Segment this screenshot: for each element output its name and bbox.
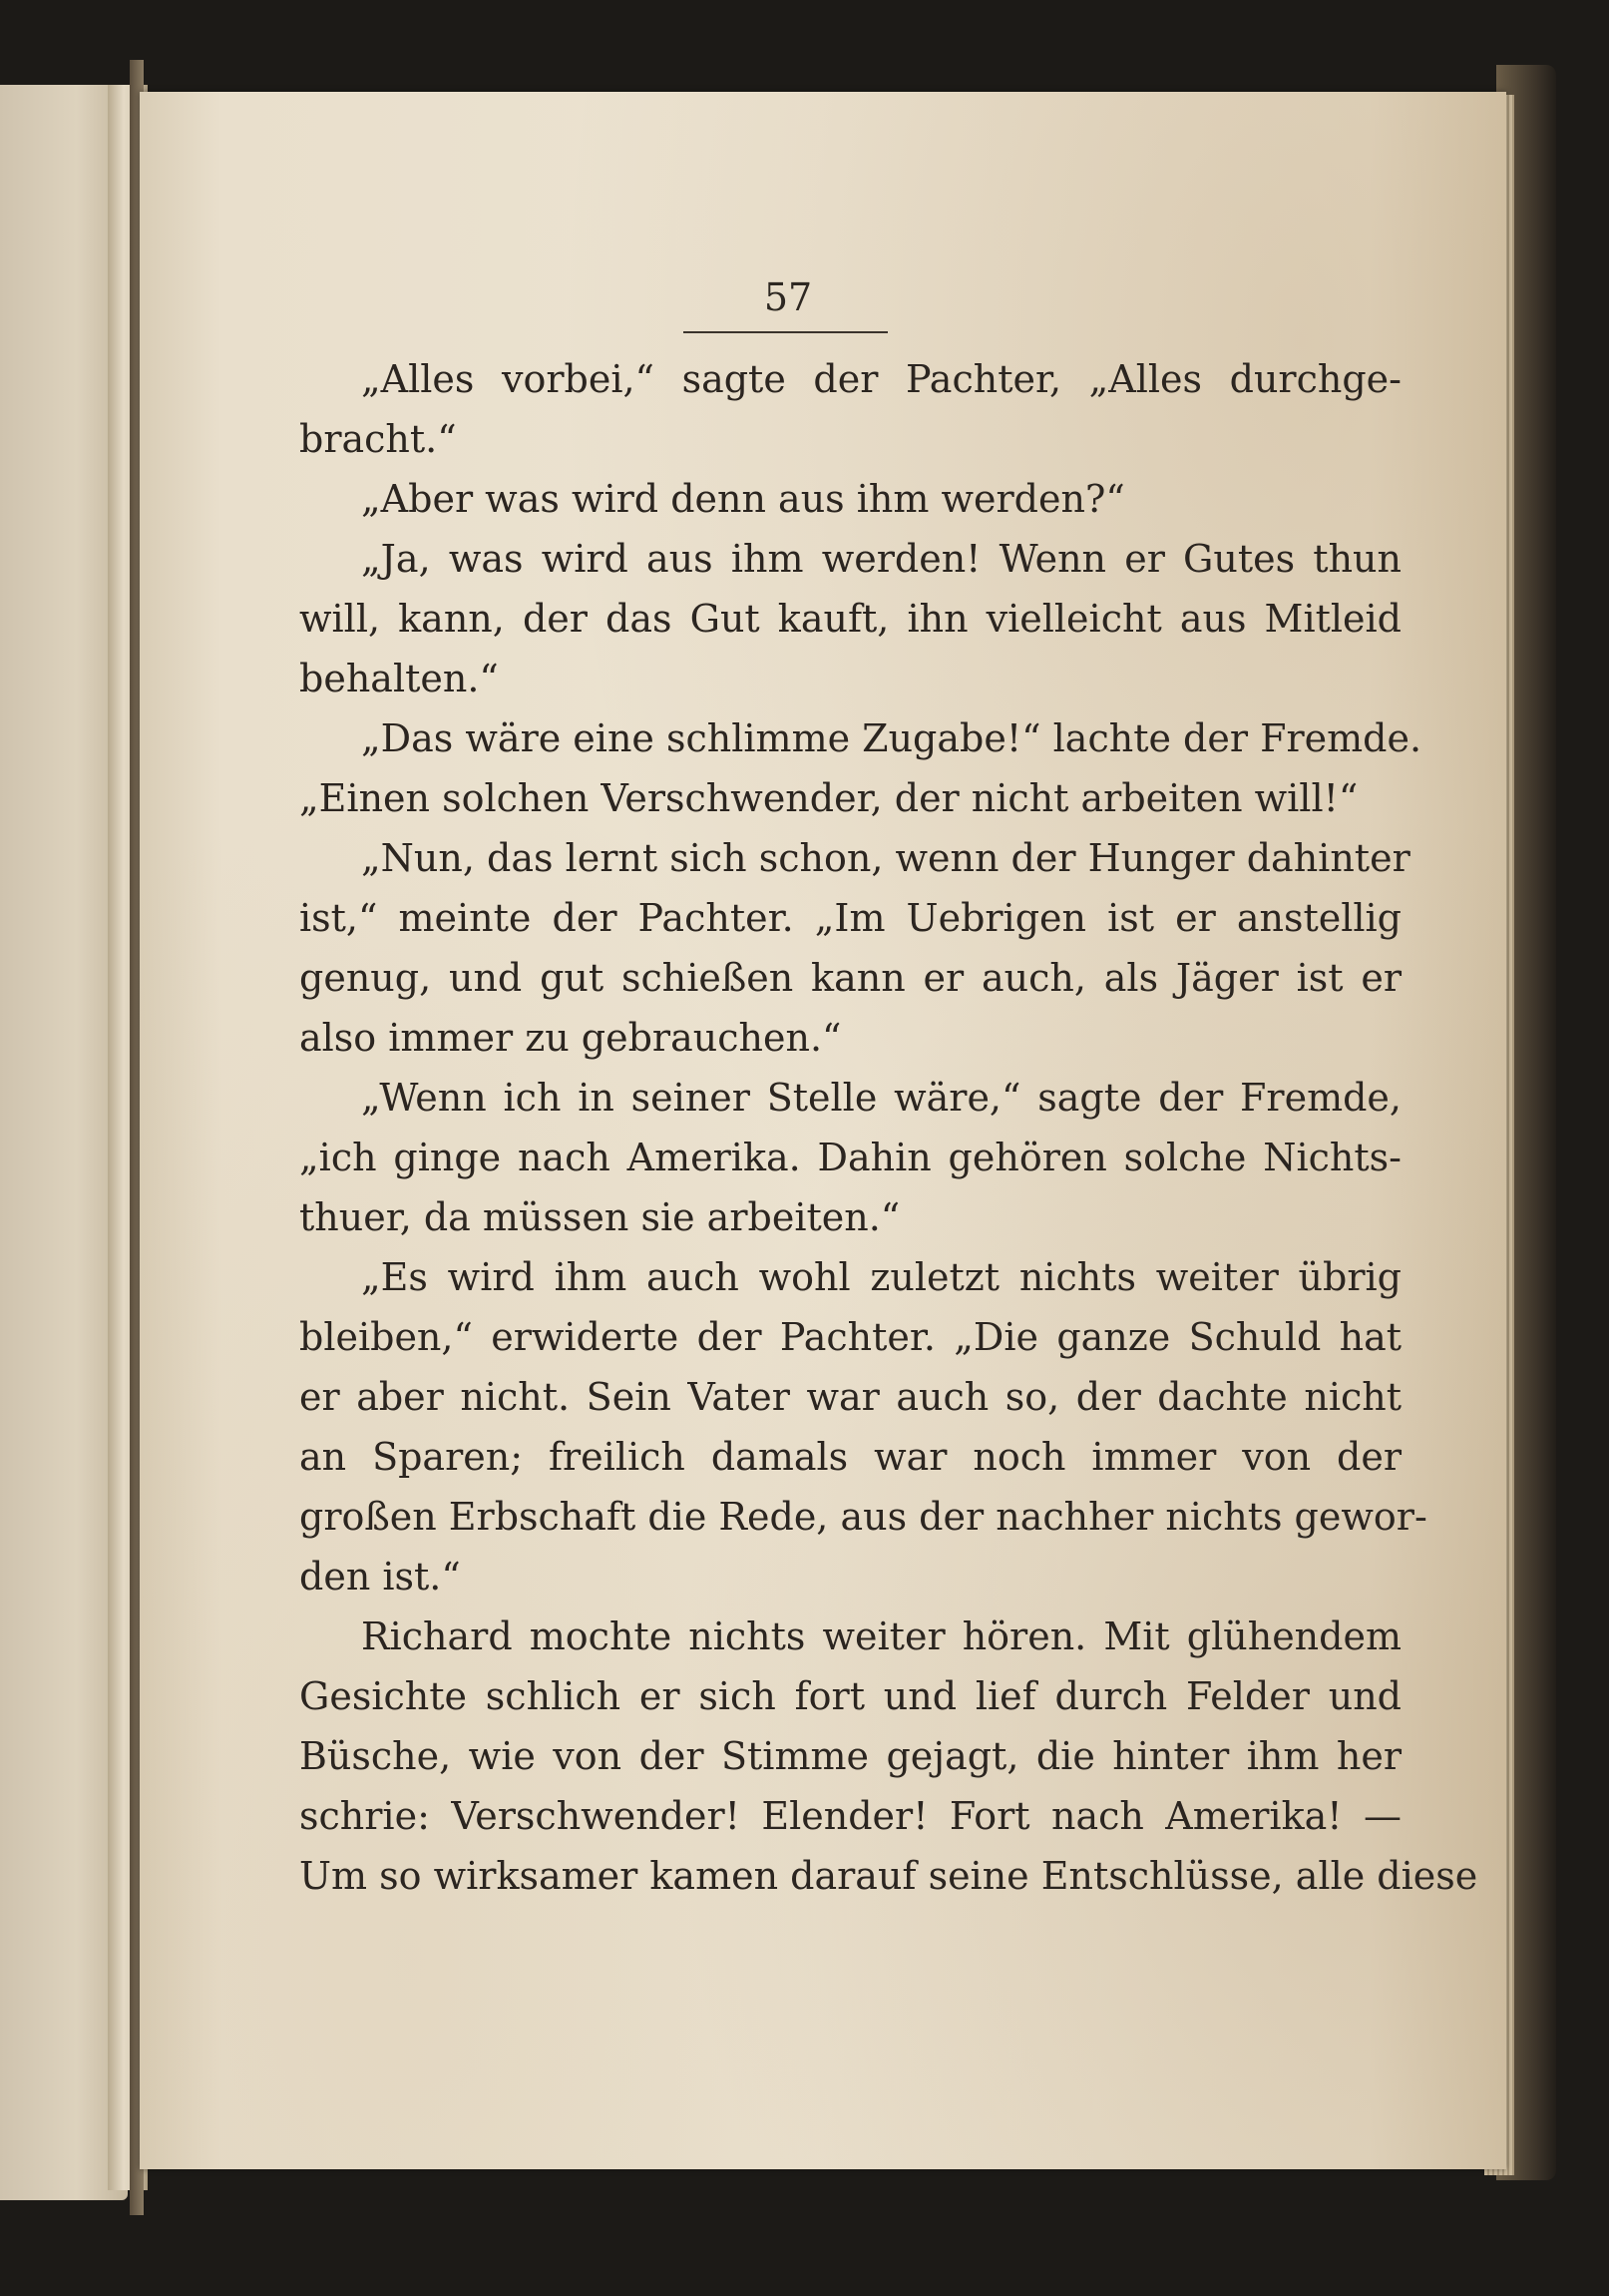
text-line: schrie: Verschwender! Elender! Fort nach Amerika! — bbox=[299, 1794, 1402, 1838]
text-line: „ich ginge nach Amerika. Dahin gehören solche Nichts- bbox=[299, 1136, 1402, 1179]
text-line: „Das wäre eine schlimme Zugabe!“ lachte der Fremde. bbox=[361, 716, 1422, 760]
text-line: den ist.“ bbox=[299, 1555, 461, 1599]
text-line: er aber nicht. Sein Vater war auch so, der dachte nicht bbox=[299, 1375, 1402, 1419]
text-line: bracht.“ bbox=[299, 417, 457, 461]
text-line: will, kann, der das Gut kauft, ihn vielleicht aus Mitleid bbox=[299, 597, 1402, 641]
text-line: also immer zu gebrauchen.“ bbox=[299, 1016, 842, 1060]
text-line: ist,“ meinte der Pachter. „Im Uebrigen ist er anstellig bbox=[299, 896, 1402, 940]
text-line: an Sparen; freilich damals war noch immer von der bbox=[299, 1435, 1402, 1479]
text-line: „Wenn ich in seiner Stelle wäre,“ sagte der Fremde, bbox=[361, 1076, 1402, 1120]
text-line: thuer, da müssen sie arbeiten.“ bbox=[299, 1195, 901, 1239]
text-line: großen Erbschaft die Rede, aus der nachher nichts gewor- bbox=[299, 1495, 1427, 1539]
text-line: genug, und gut schießen kann er auch, als Jäger ist er bbox=[299, 956, 1402, 1000]
text-line: „Alles vorbei,“ sagte der Pachter, „Alles durchge- bbox=[361, 357, 1402, 401]
header-rule bbox=[683, 331, 888, 333]
page-text bbox=[299, 349, 1478, 1906]
text-line: „Es wird ihm auch wohl zuletzt nichts weiter übrig bbox=[361, 1255, 1402, 1299]
text-line: Büsche, wie von der Stimme gejagt, die hinter ihm her bbox=[299, 1734, 1402, 1778]
text-line: behalten.“ bbox=[299, 657, 499, 700]
text-line: bleiben,“ erwiderte der Pachter. „Die ganze Schuld hat bbox=[299, 1315, 1402, 1359]
text-line: „Aber was wird denn aus ihm werden?“ bbox=[361, 477, 1125, 521]
text-line: „Einen solchen Verschwender, der nicht arbeiten will!“ bbox=[299, 776, 1359, 820]
text-line: Richard mochte nichts weiter hören. Mit glühendem bbox=[361, 1614, 1402, 1658]
page-number: 57 bbox=[763, 275, 813, 319]
text-line: Gesichte schlich er sich fort und lief durch Felder und bbox=[299, 1674, 1402, 1718]
text-line: „Nun, das lernt sich schon, wenn der Hunger dahinter bbox=[361, 836, 1410, 880]
text-line: Um so wirksamer kamen darauf seine Entschlüsse, alle diese bbox=[299, 1854, 1478, 1898]
book-page bbox=[140, 92, 1506, 2169]
text-line: „Ja, was wird aus ihm werden! Wenn er Gutes thun bbox=[361, 537, 1402, 581]
